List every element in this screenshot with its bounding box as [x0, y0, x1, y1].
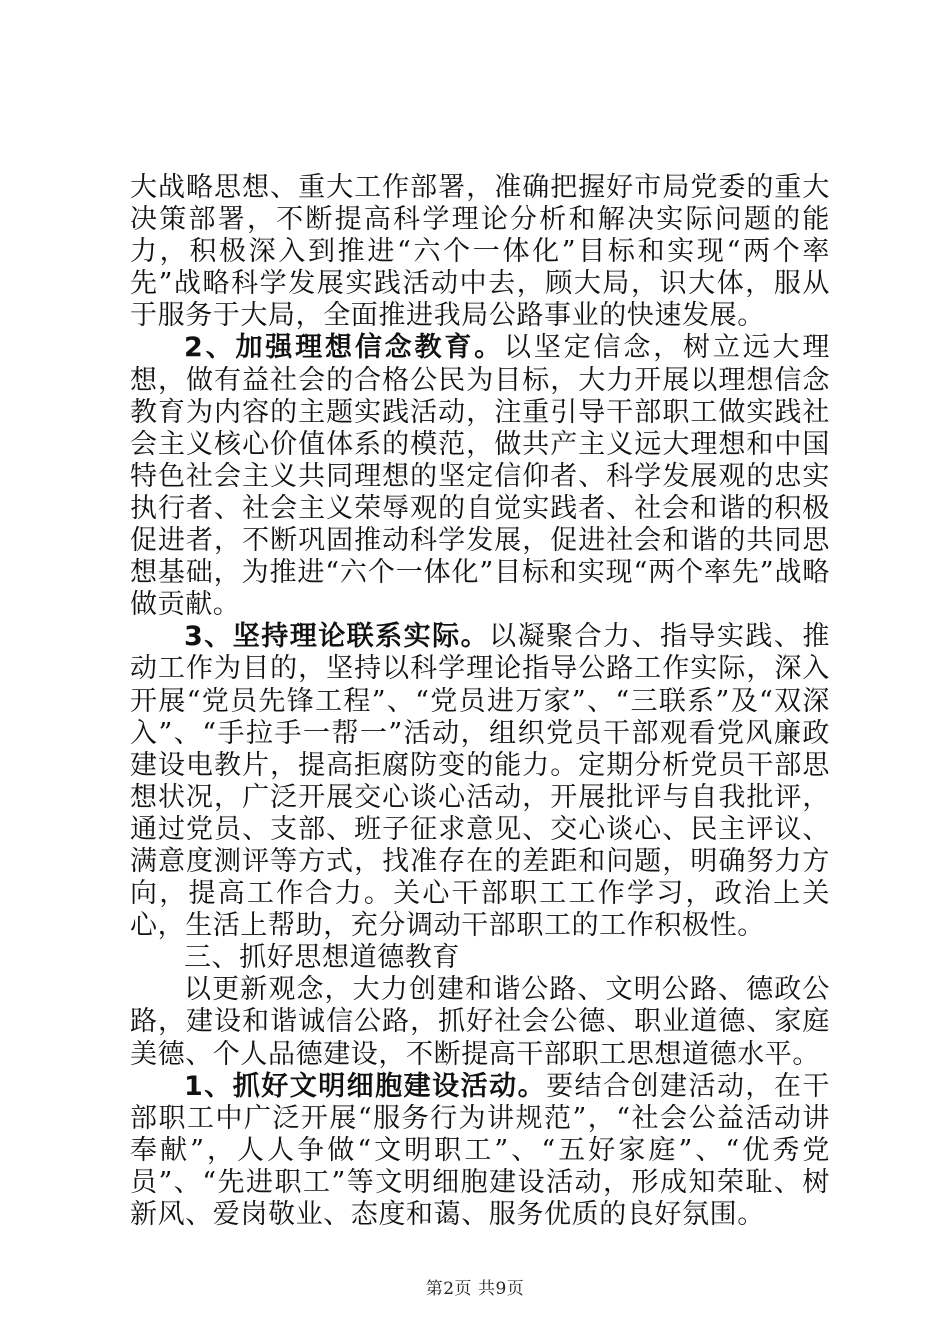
paragraph-text: 大战略思想、重大工作部署，准确把握好市局党委的重大决策部署，不断提高科学理论分析和解决实际问题的能力，积极深入到推进“六个一体化”目标和实现“两个率先”战略科学发展实践活动中去，顾大局，识大体，服从于服务于大局，全面推进我局公路事业的快速发展。 [130, 172, 830, 332]
paragraph-lead-heading: 3、坚持理论联系实际。 [184, 621, 490, 653]
paragraph-continuation [130, 172, 830, 332]
paragraph-theory-practice [130, 621, 830, 942]
paragraph-lead-heading: 2、加强理想信念教育。 [184, 332, 505, 364]
paragraph-text: 以凝聚合力、指导实践、推动工作为目的，坚持以科学理论指导公路工作实际，深入开展“党员先锋工程”、“党员进万家”、“三联系”及“双深入”、“手拉手一帮一”活动，组织党员干部观看党风廉政建设电教片，提高拒腐防变的能力。定期分析党员干部思想状况，广泛开展交心谈心活动，开展批评与自我批评，通过党员、支部、班子征求意见、交心谈心、民主评议、满意度测评等方式，找准存在的差距和问题，明确努力方向，提高工作合力。关心干部职工工作学习，政治上关心，生活上帮助，充分调动干部职工的工作积极性。 [130, 621, 830, 942]
document-body [130, 172, 830, 1231]
paragraph-section-intro [130, 974, 830, 1070]
paragraph-text: 以坚定信念，树立远大理想，做有益社会的合格公民为目标，大力开展以理想信念教育为内容的主题实践活动，注重引导干部职工做实践社会主义核心价值体系的模范，做共产主义远大理想和中国特色社会主义共同理想的坚定信仰者、科学发展观的忠实执行者、社会主义荣辱观的自觉实践者、社会和谐的积极促进者，不断巩固推动科学发展，促进社会和谐的共同思想基础，为推进“六个一体化”目标和实现“两个率先”战略做贡献。 [130, 332, 830, 621]
paragraph-civilization-cells [130, 1071, 830, 1231]
paragraph-text: 要结合创建活动，在干部职工中广泛开展“服务行为讲规范”，“社会公益活动讲奉献”，人人争做“文明职工”、“五好家庭”、“优秀党员”、“先进职工”等文明细胞建设活动，形成知荣耻、树新风、爱岗敬业、态度和蔼、服务优质的良好氛围。 [130, 1070, 831, 1230]
paragraph-text: 以更新观念，大力创建和谐公路、文明公路、德政公路，建设和谐诚信公路，抓好社会公德、职业道德、家庭美德、个人品德建设，不断提高干部职工思想道德水平。 [130, 974, 830, 1070]
paragraph-ideals-education [130, 332, 830, 621]
paragraph-lead-heading: 1、抓好文明细胞建设活动。 [184, 1070, 547, 1102]
section-heading: 三、抓好思想道德教育 [184, 942, 460, 974]
page-number-footer: 第2页 共9页 [425, 1279, 525, 1299]
